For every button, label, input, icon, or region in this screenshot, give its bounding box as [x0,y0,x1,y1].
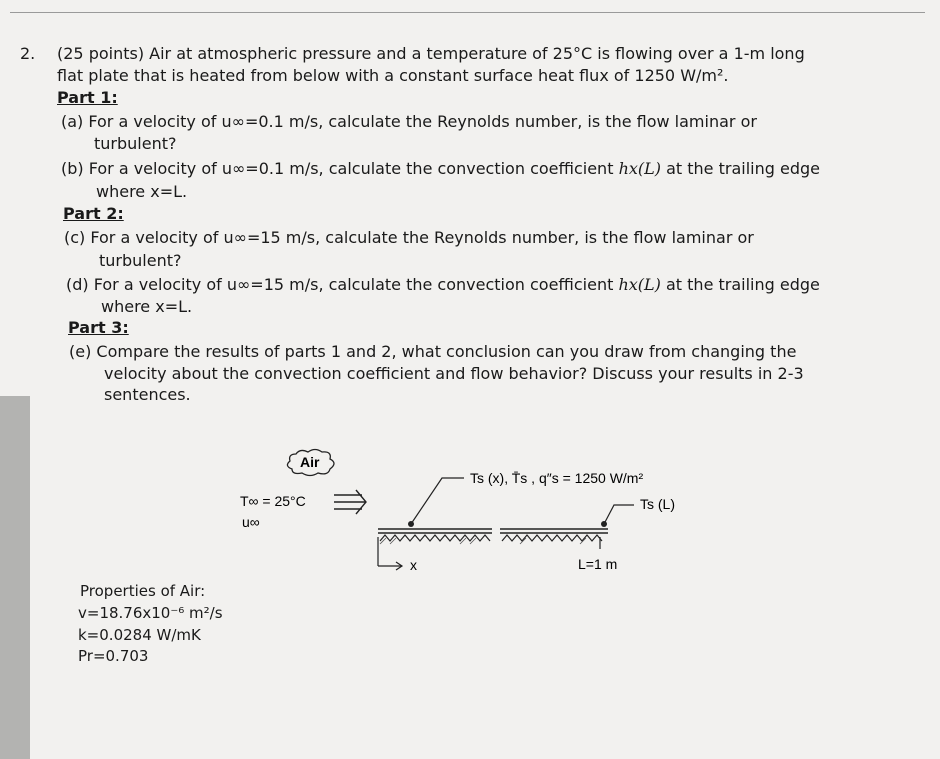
property-pr: Pr=0.703 [78,647,149,665]
properties-title: Properties of Air: [80,582,206,600]
diagram-svg [230,445,700,585]
part1-a-line2: turbulent? [94,134,177,153]
part2-d-post: at the trailing edge [660,275,820,294]
x-label: x [410,557,417,573]
part3-e-line2: velocity about the convection coefficient and flow behavior? Discuss your results in 2-3 [104,364,804,383]
part2-c-line2: turbulent? [99,251,182,270]
plate-hatch [380,538,586,544]
part2-heading: Part 2: [63,204,124,223]
part1-a-line1: (a) For a velocity of u∞=0.1 m/s, calculate the Reynolds number, is the flow laminar or [61,112,757,131]
part3-heading: Part 3: [68,318,129,337]
flow-arrows [334,490,366,514]
plate [378,529,608,533]
surface-label: Ts (x), T̄s , q″s = 1250 W/m² [470,470,644,486]
part1-b-pre: (b) For a velocity of u∞=0.1 m/s, calculate the convection coefficient [61,159,619,178]
left-scan-margin [0,396,30,759]
part3-e-line3: sentences. [104,385,191,404]
part3-e-line1: (e) Compare the results of parts 1 and 2, what conclusion can you draw from changing the [69,342,797,361]
part1-b-post: at the trailing edge [661,159,820,178]
part1-b-line1 [61,159,820,179]
part2-d-math: hx(L) [618,275,661,294]
air-label: Air [300,454,320,470]
top-rule [10,12,925,13]
t-inf-label: T∞ = 25°C [240,493,306,509]
part2-d-line2: where x=L. [101,297,193,316]
property-nu: v=18.76x10⁻⁶ m²/s [78,604,223,622]
ts-l-label: Ts (L) [640,496,675,512]
part1-b-line2: where x=L. [96,182,188,201]
part1-heading: Part 1: [57,88,118,107]
problem-number: 2. [20,44,36,63]
part2-c-line1: (c) For a velocity of u∞=15 m/s, calculate the Reynolds number, is the flow laminar or [64,228,754,247]
length-label: L=1 m [578,556,618,572]
property-k: k=0.0284 W/mK [78,626,201,644]
problem-intro-line2: flat plate that is heated from below with a constant surface heat flux of 1250 W/m². [57,66,729,85]
heater-zigzag-right [502,535,602,541]
u-inf-label: u∞ [242,514,260,530]
part1-b-math: hx(L) [618,159,661,178]
part2-d-pre: (d) For a velocity of u∞=15 m/s, calculate the convection coefficient [66,275,619,294]
flat-plate-diagram [230,445,700,585]
ts-l-leader-line [604,505,634,524]
surface-leader-line [411,478,464,524]
problem-intro-line1: (25 points) Air at atmospheric pressure and a temperature of 25°C is flowing over a 1-m long [57,44,805,63]
part2-d-line1 [66,275,820,295]
